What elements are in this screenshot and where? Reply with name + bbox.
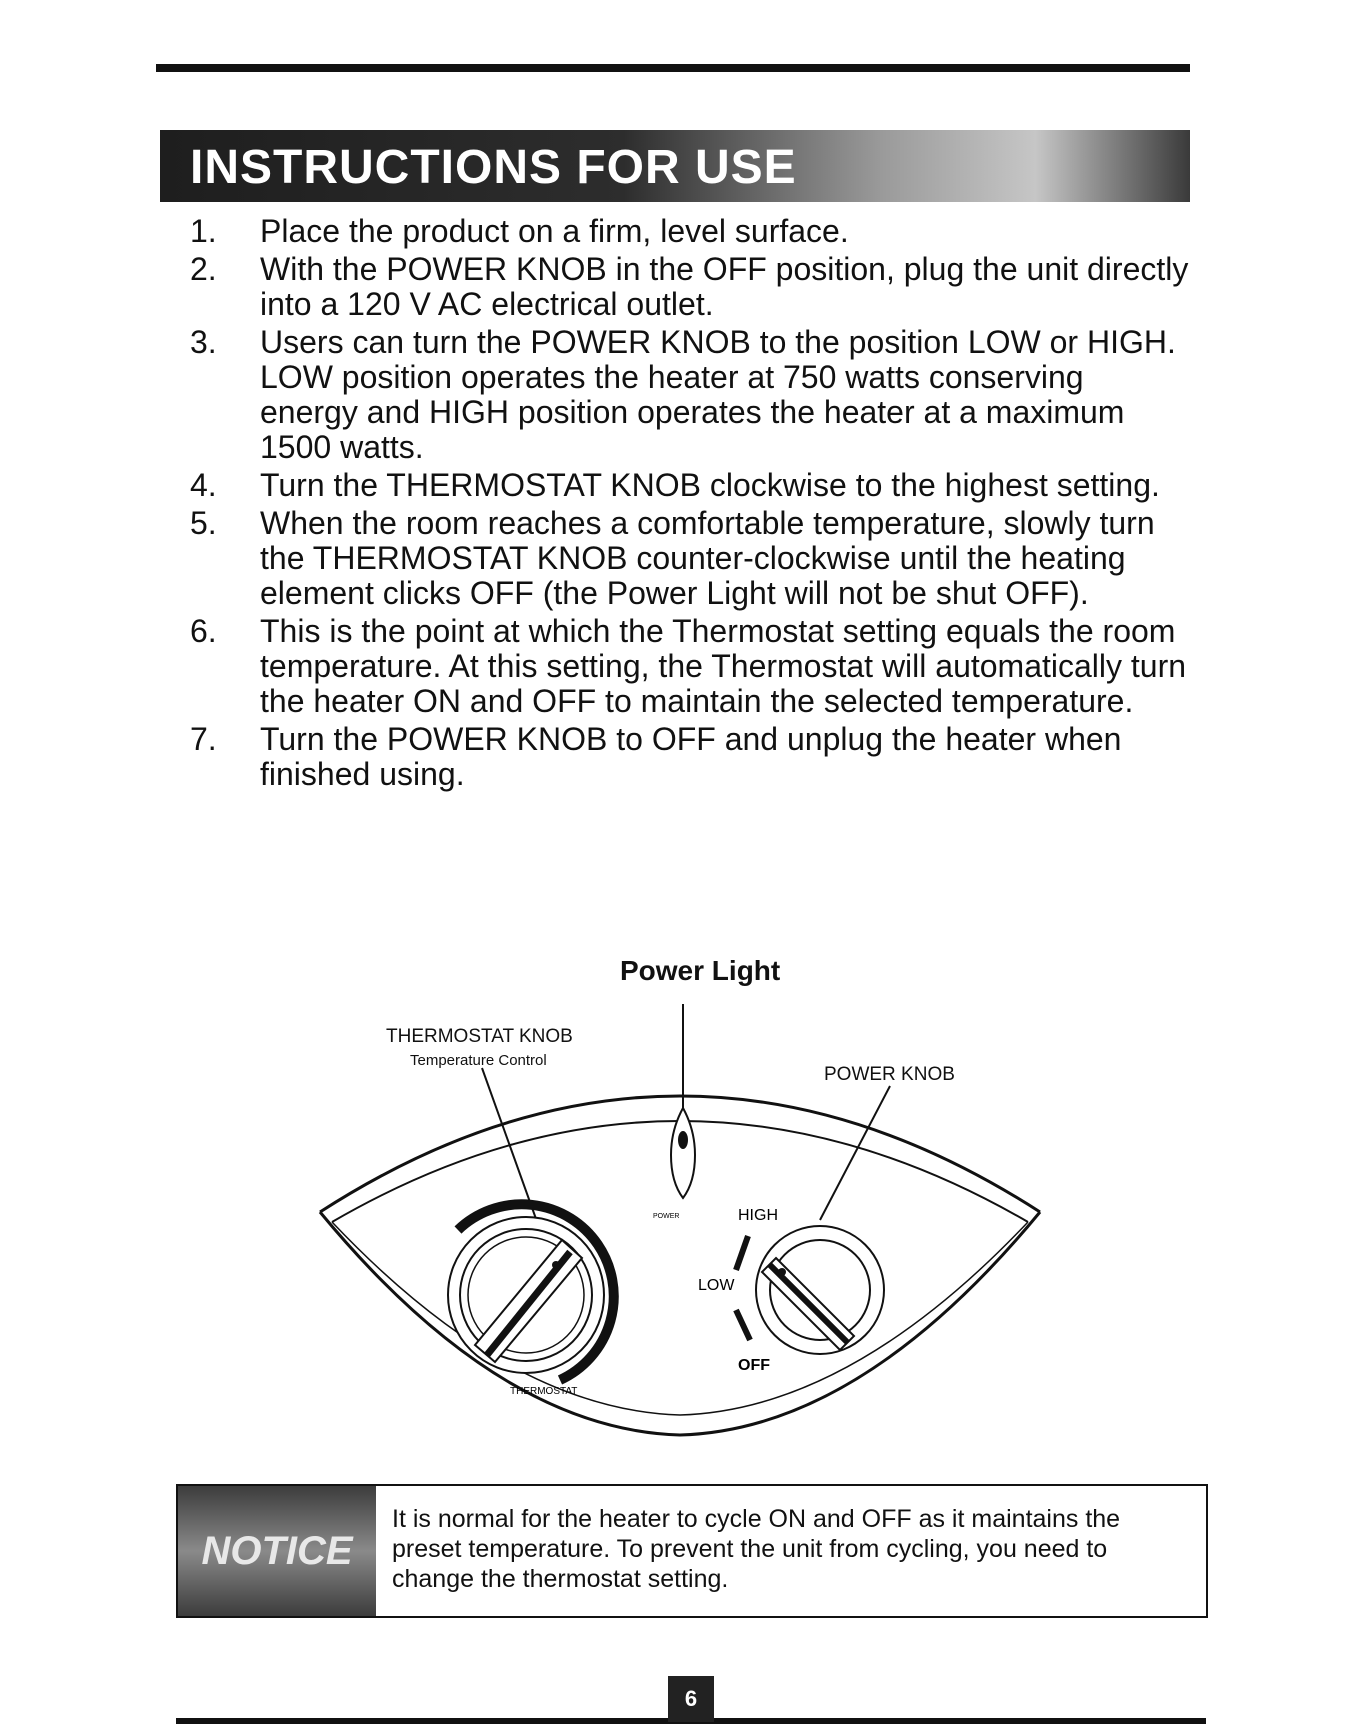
section-header (160, 130, 1190, 202)
top-rule (156, 64, 1190, 72)
thermostat-panel-label: THERMOSTAT (510, 1386, 578, 1397)
step-number: 6. (190, 613, 217, 649)
section-title: INSTRUCTIONS FOR USE (190, 141, 797, 194)
instruction-step (180, 506, 1190, 611)
step-text: Users can turn the POWER KNOB to the position LOW or HIGH. LOW position operates the heater at 750 watts conserving energy and HIGH position operates the heater at a maximum 1500 watts. (260, 324, 1176, 465)
step-text: Turn the THERMOSTAT KNOB clockwise to the highest setting. (260, 467, 1160, 503)
thermostat-knob-label: THERMOSTAT KNOB (386, 1026, 573, 1047)
power-knob-leader (820, 1086, 890, 1220)
step-text: This is the point at which the Thermostat setting equals the room temperature. At this setting, the Thermostat will automatically turn the heater ON and OFF to maintain the selected temperature. (260, 613, 1187, 719)
notice-text: It is normal for the heater to cycle ON and OFF as it maintains the preset temperature. To prevent the unit from cycling, you need to change the thermostat setting. (392, 1505, 1121, 1593)
low-label: LOW (698, 1277, 735, 1294)
instruction-step (180, 325, 1190, 465)
panel-bottom-edge (320, 1212, 1040, 1435)
notice-tag: NOTICE (178, 1486, 376, 1616)
step-number: 1. (190, 213, 217, 249)
page-number: 6 (668, 1676, 714, 1722)
thermostat-knob-sublabel: Temperature Control (410, 1052, 547, 1069)
off-label: OFF (738, 1357, 770, 1374)
panel-inner-bottom-edge (332, 1222, 1028, 1415)
step-number: 7. (190, 721, 217, 757)
heater-control-panel-diagram (300, 990, 1060, 1450)
step-text: With the POWER KNOB in the OFF position, plug the unit directly into a 120 V AC electrical outlet. (260, 251, 1189, 322)
step-number: 4. (190, 467, 217, 503)
instruction-step (180, 214, 1190, 249)
step-text: When the room reaches a comfortable temperature, slowly turn the THERMOSTAT KNOB counter-clockwise until the heating element clicks OFF (the Power Light will not be shut OFF). (260, 505, 1155, 611)
notice-box (176, 1484, 1208, 1618)
step-number: 5. (190, 505, 217, 541)
panel-power-text: POWER (653, 1213, 680, 1220)
power-knob (736, 1226, 884, 1354)
step-text: Place the product on a firm, level surface. (260, 213, 849, 249)
power-knob-label: POWER KNOB (824, 1064, 955, 1085)
thermostat-knob (448, 1204, 614, 1380)
instruction-step (180, 722, 1190, 792)
instruction-step (180, 252, 1190, 322)
instruction-step (180, 468, 1190, 503)
step-number: 2. (190, 251, 217, 287)
instruction-list (180, 214, 1190, 795)
high-label: HIGH (738, 1207, 778, 1224)
instruction-step (180, 614, 1190, 719)
power-light-label: Power Light (620, 955, 781, 986)
step-text: Turn the POWER KNOB to OFF and unplug the heater when finished using. (260, 721, 1122, 792)
step-number: 3. (190, 324, 217, 360)
